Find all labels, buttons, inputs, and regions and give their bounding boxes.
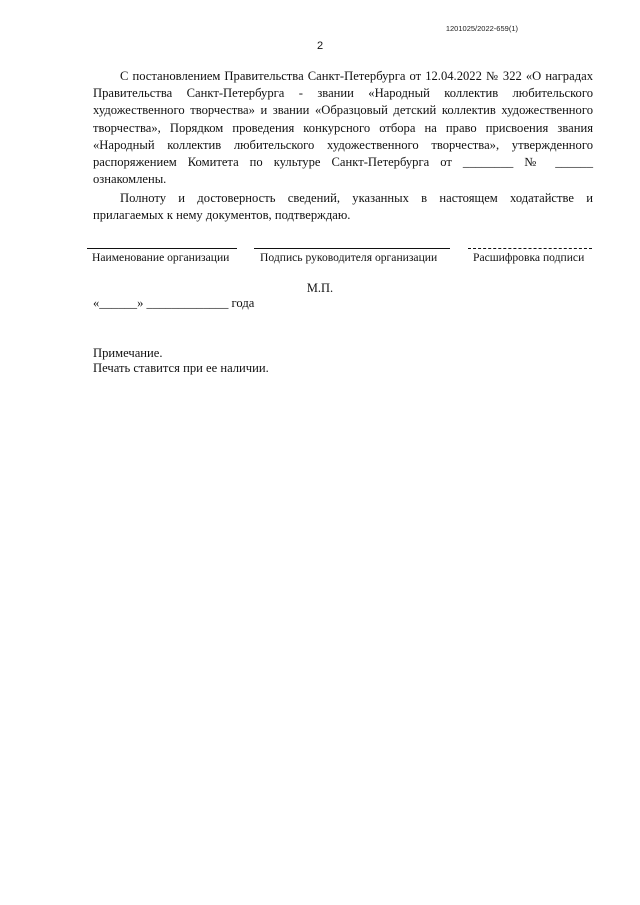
seal-placeholder: М.П. — [306, 281, 334, 295]
note-text: Печать ставится при ее наличии. — [93, 361, 269, 375]
paragraph-confirmation: Полноту и достоверность сведений, указанных в настоящем ходатайстве и прилагаемых к нему документов, подтверждаю. — [93, 191, 593, 223]
signature-decode-label: Расшифровка подписи — [473, 251, 585, 264]
date-line: «______» _____________ года — [93, 296, 255, 310]
note-title: Примечание. — [93, 346, 163, 360]
head-signature-label: Подпись руководителя организации — [260, 251, 438, 264]
page-number: 2 — [316, 40, 324, 52]
document-id: 1201025/2022-659(1) — [445, 24, 518, 33]
org-name-line — [87, 248, 237, 249]
org-name-label: Наименование организации — [92, 251, 230, 264]
signature-decode-line — [468, 248, 592, 249]
paragraph-acknowledgement: С постановлением Правительства Санкт-Петербурга от 12.04.2022 № 322 «О наградах Правительства Санкт-Петербурга - звании «Народный коллектив любительского художественного творчества» и звании «Образцовый детский коллектив художественного творчества», Порядком проведения конкурсного отбора на право присвоения звания «Народный коллектив любительского художественного творчества», утвержденного распоряжением Комитета по культуре Санкт-Петербурга от ________ № ______ ознакомлены. — [93, 69, 593, 187]
signature-lines — [0, 248, 640, 250]
head-signature-line — [254, 248, 450, 249]
